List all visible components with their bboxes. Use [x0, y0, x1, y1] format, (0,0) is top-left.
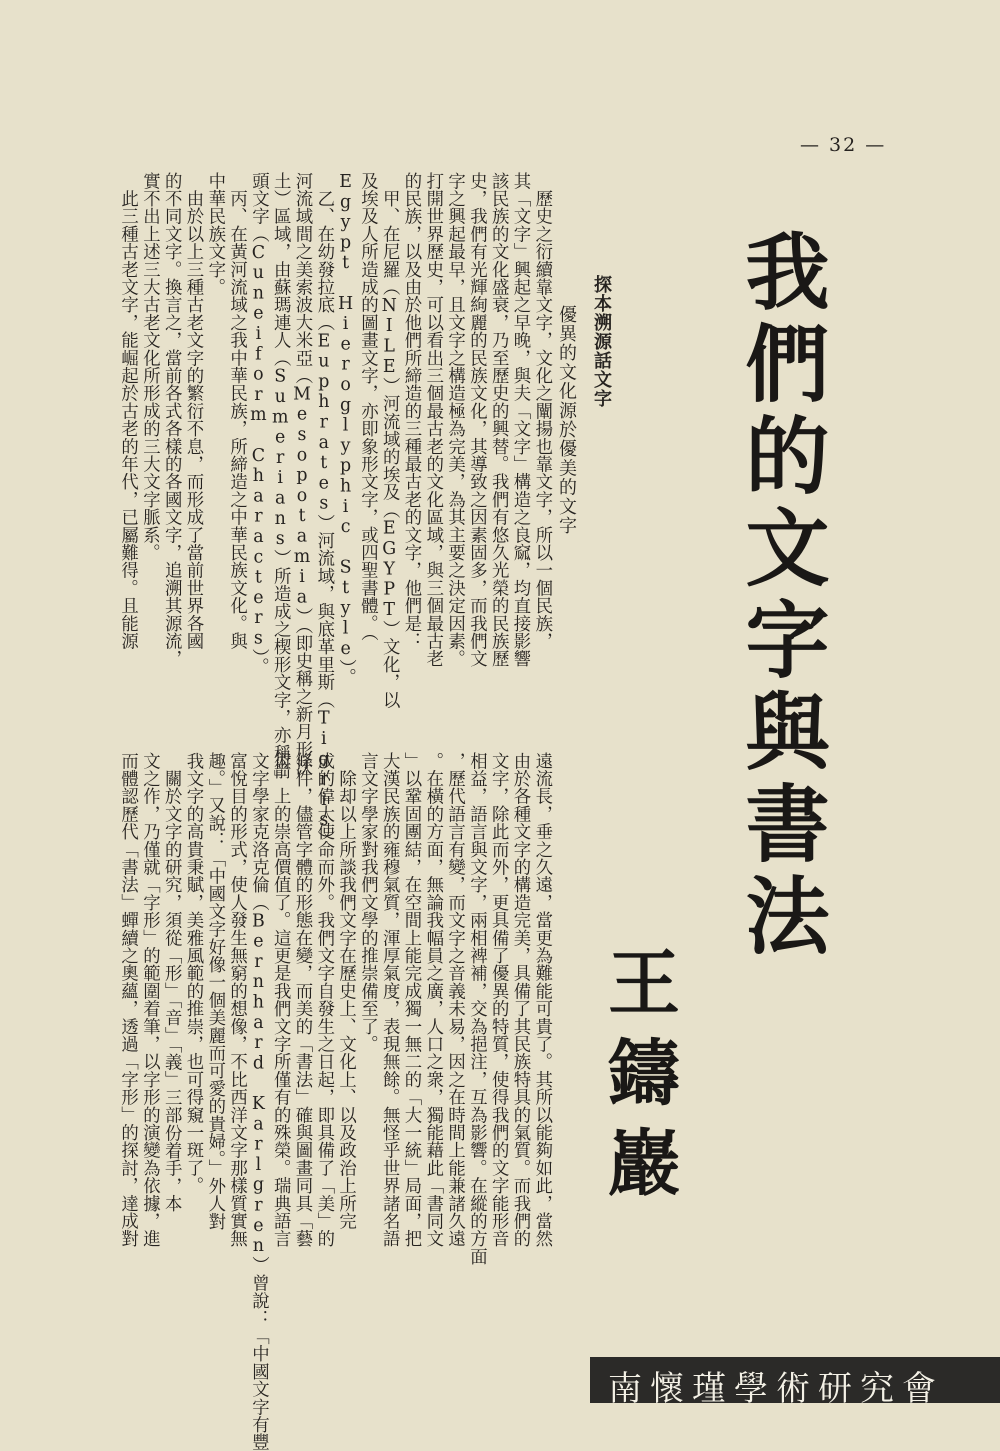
upper-text-column-4: 史，我們有光輝絢麗的民族文化，其導致之因素固多，而我們文 — [466, 172, 487, 668]
lower-text-column-7: 」以鞏固團結，在空間上能完成獨一無二的「大一統」局面，把 — [400, 752, 421, 1248]
watermark-stamp — [590, 1357, 1000, 1409]
upper-text-column-16: 中華民族文字。 — [204, 172, 225, 296]
author-name: 王鑄巖 — [596, 945, 681, 1215]
lower-text-column-18: 關於文字的研究，須從「形」「音」「義」三部份着手，本 — [161, 752, 182, 1213]
upper-text-column-3: 該民族的文化盛衰，乃至歷史的興替。我們有悠久光榮的民族歷 — [488, 172, 509, 668]
upper-text-column-13: 土）區域，由蘇瑪連人（Sumerians）所造成之楔形文字，亦稱箭 — [270, 172, 291, 780]
lower-text-column-6: 。在橫的方面，無論我幅員之廣，人口之衆，獨能藉此「書同文 — [422, 752, 443, 1248]
upper-text-column-7: 的民族，以及由於他們所締造的三種最古老的文字，他們是： — [400, 172, 421, 650]
upper-text-column-14: 頭文字（Cuneiform Characters）。 — [248, 172, 269, 676]
upper-text-column-6: 打開世界歷史，可以看出三個最古老的文化區域，與三個最古老 — [422, 172, 443, 668]
upper-text-column-9: 及埃及人所造成的圖畫文字，亦即象形文字，或四聖書體。（ — [357, 172, 378, 642]
lower-text-column-2: 由於各種文字的構造完美，具備了其民族特具的氣質。而我們的 — [509, 752, 530, 1248]
upper-text-column-12: 河流域間之美索波大米亞（Mesopotamia）（即史稱之新月形沃 — [291, 172, 312, 776]
lower-text-column-9: 言文字學家對我們文學的推崇備至了。 — [357, 752, 378, 1053]
upper-text-column-17: 由於以上三種古老文字的繁衍不息，而形成了當前世界各國 — [182, 172, 203, 650]
lower-text-column-4: 相益，語言與文字，兩相裨補，交為挹注，互為影響。在縱的方面 — [466, 752, 487, 1266]
lower-text-column-17: 我文字的高貴秉賦，美雅風範的推崇，也可得窺一斑了。 — [182, 752, 203, 1195]
upper-text-column-10: Egypt Hieroglyphic Style）。 — [335, 172, 356, 686]
lower-text-column-19: 文之作，乃僅就「字形」的範圍着筆，以字形的演變為依據，進 — [139, 752, 160, 1248]
lower-text-column-10: 除却以上所談我們文字在歷史上、文化上、以及政治上所完 — [335, 752, 356, 1230]
upper-text-column-2: 其「文字」興起之早晚，與夫「文字」構造之良窳，均直接影響 — [509, 172, 530, 668]
section-subheading: 優異的文化源於優美的文字 — [556, 305, 577, 536]
lower-text-column-11: 成的偉大使命而外。我們文字自發生之日起，即具備了「美」的 — [313, 752, 334, 1248]
upper-text-column-5: 字之興起最早，且文字之構造極為完美，為其主要之決定因素。 — [444, 172, 465, 668]
upper-text-column-15: 丙、在黃河流域之我中華民族，所締造之中華民族文化。與 — [226, 172, 247, 650]
article-title: 我們的文字與書法 — [732, 228, 831, 964]
upper-text-column-18: 的不同文字。換言之，當前各式各樣的各國文字，追溯其源流， — [161, 172, 182, 668]
lower-text-column-14: 文字學家克洛克倫（Bernhard Karlgren）曾說：「中國文字有豐 — [248, 752, 269, 1451]
upper-text-column-8: 甲、在尼羅（NILE）河流域的埃及（EGYPT）文化，以 — [379, 172, 400, 709]
lower-text-column-16: 趣。」又說：「中國文字好像一個美麗而可愛的貴婦。」外人對 — [204, 752, 225, 1231]
upper-text-column-20: 此三種古老文字，能崛起於古老的年代，已屬難得。且能源 — [117, 172, 138, 650]
upper-text-column-1: 歷史之衍續靠文字，文化之闡揚也靠文字，所以一個民族， — [531, 172, 552, 650]
lower-text-column-8: 大漢民族的雍穆氣質，渾厚氣度，表現無餘。無怪乎世界諸名語 — [379, 752, 400, 1248]
lower-text-column-13: 術」上的崇高價值了。這更是我們文字所僅有的殊榮。瑞典語言 — [270, 752, 291, 1248]
page-number: — 32 — — [800, 134, 887, 156]
lower-text-column-3: 文字，除此而外，更具備了優異的特質，使得我們的文字能形音 — [488, 752, 509, 1248]
stamp-label: 南懷瑾學術研究會 — [608, 1369, 944, 1409]
lower-text-column-15: 富悅目的形式，使人發生無窮的想像，不比西洋文字那樣質實無 — [226, 752, 247, 1248]
section-heading: 探本溯源話文字 — [591, 275, 612, 408]
lower-text-column-12: 條件，儘管字體的形態在變，而美的「書法」確與圖畫同具「藝 — [291, 752, 312, 1248]
upper-text-column-11: 乙、在幼發拉底（Euphrates）河流域，與底革里斯（Tigris） — [313, 172, 334, 849]
upper-text-column-19: 實不出上述三大古老文化所形成的三大文字脈系。 — [139, 172, 160, 562]
lower-text-column-1: 遠流長，垂之久遠，當更為難能可貴了。其所以能夠如此，當然 — [531, 752, 552, 1248]
lower-text-column-5: ，歷代語言有變，而文字之音義未易，因之在時間上能兼諸久遠 — [444, 752, 465, 1248]
lower-text-column-20: 而體認歷代「書法」蟬續之奧蘊，透過「字形」的探討，達成對 — [117, 752, 138, 1248]
